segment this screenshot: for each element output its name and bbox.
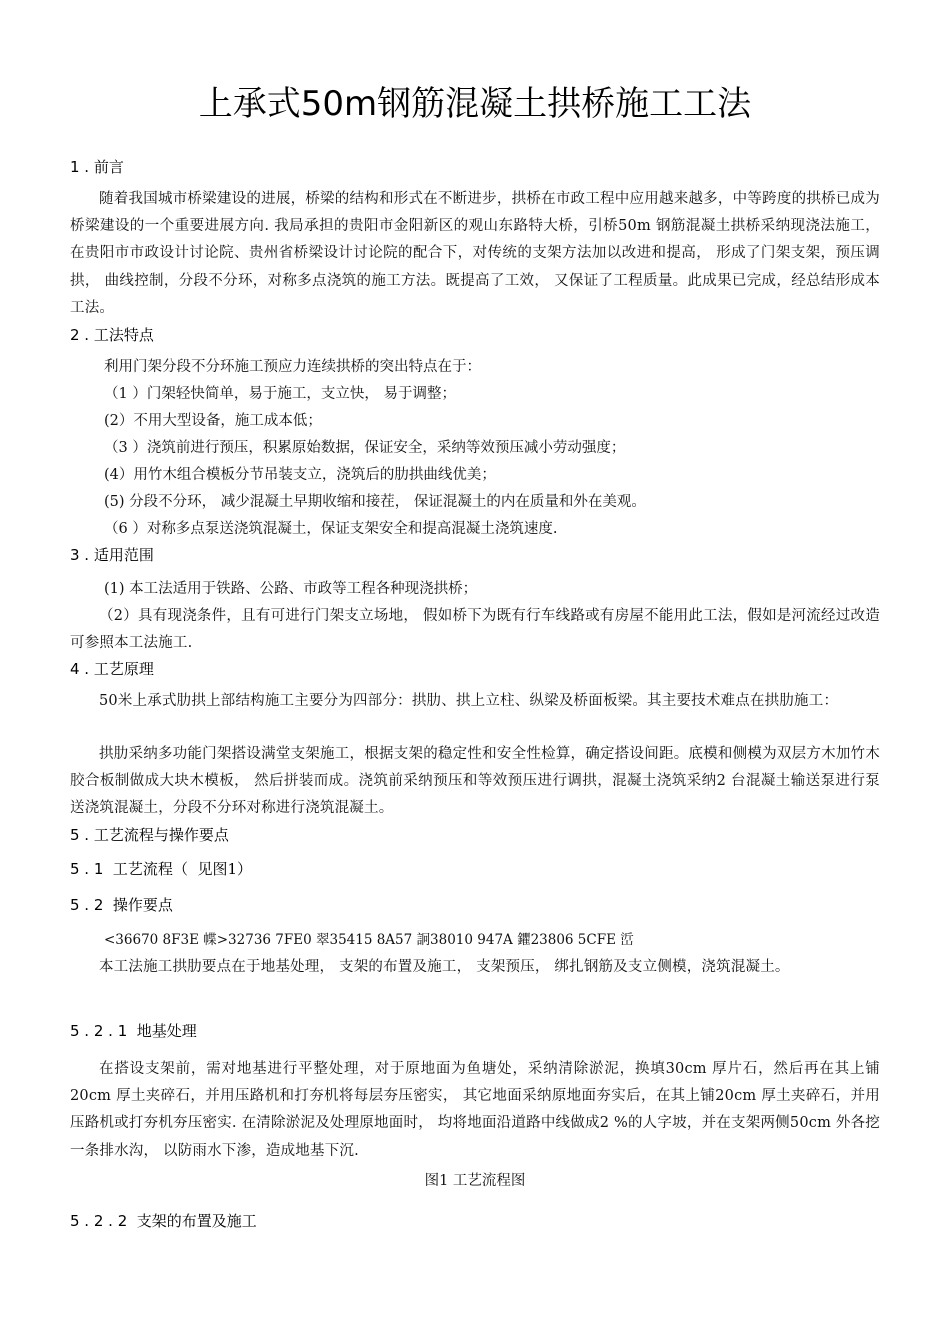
figure-reference: （ 见图1） <box>172 860 253 878</box>
feature-item-6: （6 ）对称多点泵送浇筑混凝土，保证支架安全和提高混凝土浇筑速度. <box>104 521 558 537</box>
encoding-artifact-line: <36670 8F3E 幉>32736 7FE0 翠35415 8A57 詗38010 947A 鑺23806 5CFE 峾 <box>104 932 634 948</box>
operations-paragraph: 本工法施工拱肋要点在于地基处理， 支架的布置及施工， 支架预压， 绑扎钢筋及支立侧模，浇筑混凝土。 <box>99 959 790 975</box>
section-heading-scope: 3 . 适用范围 <box>70 546 154 564</box>
subsection-heading-support: 5 . 2 . 2 支架的布置及施工 <box>70 1212 257 1230</box>
subsection-heading-flow <box>70 858 252 880</box>
subsection-heading-operations: 5 . 2 操作要点 <box>70 896 173 914</box>
foundation-paragraph: 在搭设支架前，需对地基进行平整处理，对于原地面为鱼塘处，采纳清除淤泥，换填30cm 厚片石，然后再在其上铺20cm 厚土夹碎石，并用压路机和打夯机将每层夯压密实， 其它地面采纳原地面夯实后，在其上铺20cm 厚土夹碎石，并用压路机或打夯机夯压密实. 在清除淤泥及处理原地面时， 均将地面沿道路中线做成2 %的人字坡，并在支架两侧50cm 外各挖一条排水沟， 以防雨水下渗，造成地基下沉. <box>70 1061 880 1159</box>
section-heading-preface: 1 . 前言 <box>70 158 124 176</box>
features-intro: 利用门架分段不分环施工预应力连续拱桥的突出特点在于： <box>104 359 481 375</box>
feature-item-1: （1 ）门架轻快简单，易于施工，支立快， 易于调整； <box>104 386 456 402</box>
document-title: 上承式50m钢筋混凝土拱桥施工工法 <box>198 84 752 124</box>
section-heading-process: 5 . 工艺流程与操作要点 <box>70 826 229 844</box>
feature-item-2: (2）不用大型设备，施工成本低； <box>104 413 322 429</box>
scope-item-1: (1) 本工法适用于铁路、公路、市政等工程各种现浇拱桥； <box>104 581 478 597</box>
preface-paragraph: 随着我国城市桥梁建设的进展，桥梁的结构和形式在不断进步，拱桥在市政工程中应用越来越多，中等跨度的拱桥已成为桥梁建设的一个重要进展方向. 我局承担的贵阳市金阳新区的观山东路特大桥，引桥50m 钢筋混凝土拱桥采纳现浇法施工，在贵阳市市政设计讨论院、贵州省桥梁设计讨论院的配合下，对传统的支架方法加以改进和提高， 形成了门架支架，预压调拱， 曲线控制，分段不分环，对称多点浇筑的施工方法。既提高了工效， 又保证了工程质量。此成果已完成，经总结形成本工法。 <box>70 191 880 316</box>
principle-paragraph-2: 拱肋采纳多功能门架搭设满堂支架施工，根据支架的稳定性和安全性检算，确定搭设间距。底模和侧模为双层方木加竹木胶合板制做成大块木模板， 然后拼装而成。浇筑前采纳预压和等效预压进行调拱，混凝土浇筑采纳2 台混凝土输送泵进行泵送浇筑混凝土，分段不分环对称进行浇筑混凝土。 <box>70 746 880 817</box>
subsection-flow-label: 5 . 1 工艺流程 <box>70 860 173 878</box>
section-heading-features: 2 . 工法特点 <box>70 326 154 344</box>
section-heading-principle: 4 . 工艺原理 <box>70 660 154 678</box>
scope-item-2: （2）具有现浇条件，且有可进行门架支立场地， 假如桥下为既有行车线路或有房屋不能用此工法，假如是河流经过改造可参照本工法施工. <box>70 608 880 652</box>
figure-caption: 图1 工艺流程图 <box>424 1173 526 1189</box>
feature-item-4: (4）用竹木组合模板分节吊装支立，浇筑后的肋拱曲线优美； <box>104 467 496 483</box>
principle-paragraph-1: 50米上承式肋拱上部结构施工主要分为四部分：拱肋、拱上立柱、纵梁及桥面板梁。其主要技术难点在拱肋施工： <box>99 693 839 709</box>
feature-item-5: (5) 分段不分环， 减少混凝土早期收缩和接茬， 保证混凝土的内在质量和外在美观。 <box>104 494 646 510</box>
feature-item-3: （3 ）浇筑前进行预压，积累原始数据，保证安全，采纳等效预压减小劳动强度； <box>104 440 626 456</box>
subsection-heading-foundation: 5 . 2 . 1 地基处理 <box>70 1022 197 1040</box>
